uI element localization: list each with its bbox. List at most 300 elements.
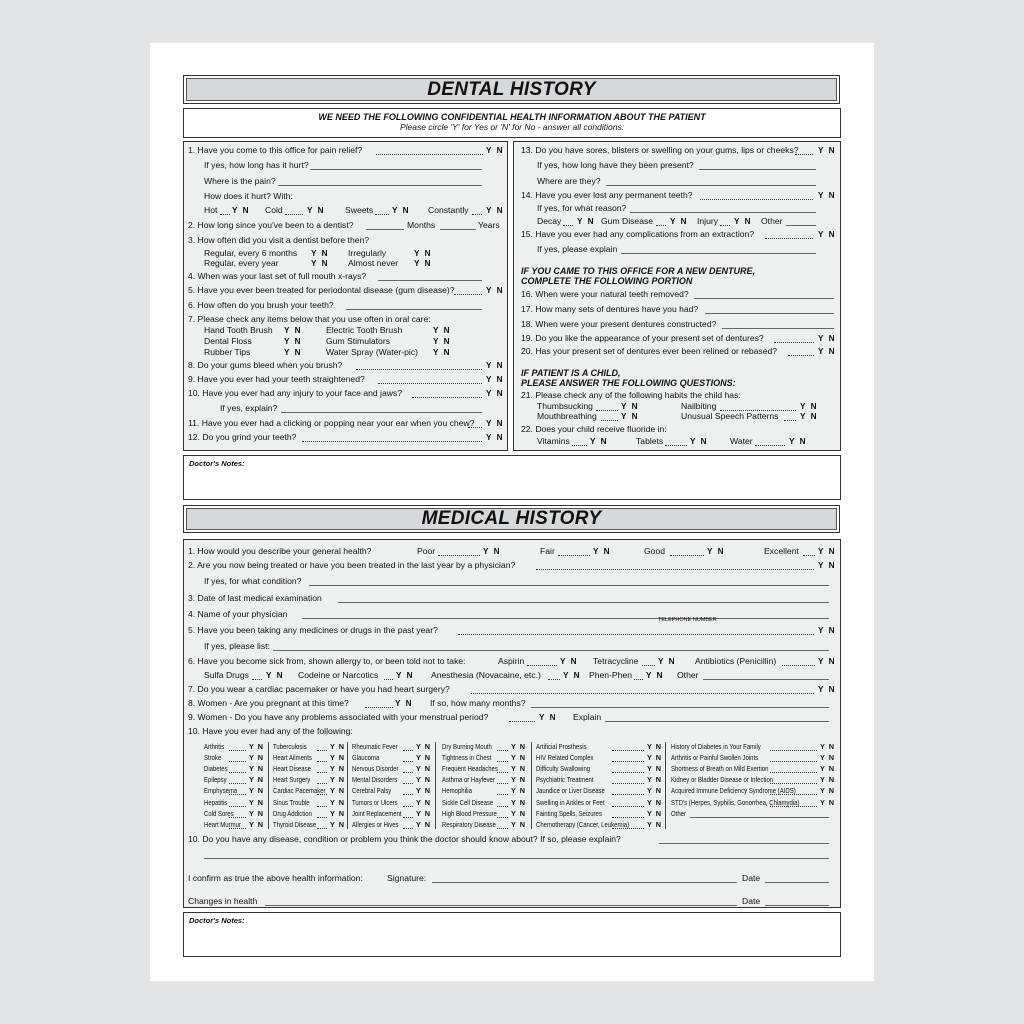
leader — [572, 438, 587, 446]
denture-heading-1: IF YOU CAME TO THIS OFFICE FOR A NEW DENTURE, — [521, 266, 756, 276]
condition-label: Nervous Disorder — [352, 764, 399, 774]
dental-instructions-box — [183, 108, 841, 138]
antibiotics-yn[interactable]: Y N — [818, 657, 837, 666]
condition-label: Swelling in Ankles or Feet — [536, 797, 605, 807]
condition-label: High Blood Pressure — [442, 808, 497, 818]
leader — [774, 335, 814, 343]
condition-label: STD's (Herpes, Syphilis, Gonorrhea, Chlamydia) — [671, 797, 800, 807]
condition-yn[interactable]: Y N — [249, 775, 265, 785]
fair-yn[interactable]: Y N — [593, 547, 612, 556]
months-label: Months — [407, 220, 436, 230]
tetracycline-label: Tetracycline — [593, 656, 639, 666]
condition-label: Allergies or Hives — [352, 819, 399, 829]
dental-q13b: Where are they? — [537, 176, 601, 186]
med-q7-yn[interactable]: Y N — [818, 685, 837, 694]
leader — [229, 810, 246, 818]
answer-line[interactable] — [378, 273, 482, 281]
answer-line[interactable] — [703, 672, 829, 680]
q3a-yn[interactable]: Y N — [311, 249, 330, 258]
condition-label: Acquired Immune Deficiency Syndrome (AIDS) — [671, 786, 796, 796]
other-label: Other — [761, 216, 783, 226]
dental-q1b: Where is the pain? — [204, 176, 276, 186]
speech-yn[interactable]: Y N — [800, 412, 819, 421]
leader — [497, 787, 508, 795]
condition-yn[interactable]: Y N — [820, 742, 836, 751]
leader — [403, 743, 413, 751]
condition-label: Sinus Trouble — [273, 797, 310, 807]
dental-doctors-notes-box[interactable] — [183, 455, 841, 500]
date-line[interactable] — [765, 898, 829, 906]
signature-label: Signature: — [387, 873, 427, 883]
decay-yn[interactable]: Y N — [577, 217, 596, 226]
condition-label: Tuberculosis — [273, 742, 307, 751]
condition-yn[interactable]: Y N — [511, 808, 527, 818]
dental-q9-yn[interactable]: Y N — [486, 375, 505, 384]
nail-yn[interactable]: Y N — [800, 402, 819, 411]
date-line[interactable] — [765, 875, 829, 883]
condition-yn[interactable]: Y N — [249, 753, 265, 763]
leader — [229, 765, 246, 773]
leader — [229, 776, 246, 784]
condition-yn[interactable]: Y N — [416, 742, 432, 751]
leader — [795, 147, 813, 155]
condition-yn[interactable]: Y N — [416, 797, 432, 807]
condition-label: Dry Burning Mouth — [442, 742, 492, 751]
condition-yn[interactable]: Y N — [416, 808, 432, 818]
column-divider — [347, 742, 348, 829]
med-q1: 1. How would you describe your general health? — [188, 546, 372, 556]
leader — [438, 548, 480, 556]
thumb-yn[interactable]: Y N — [621, 402, 640, 411]
water-label: Water — [730, 436, 753, 446]
med-q4: 4. Name of your physician — [188, 609, 288, 619]
signature-line[interactable] — [432, 875, 737, 883]
poor-label: Poor — [417, 546, 436, 556]
dental-q11: 11. Have you ever had a clicking or popping near your ear when you chew? — [188, 418, 475, 428]
dental-q8-yn[interactable]: Y N — [486, 361, 505, 370]
constantly-yn[interactable]: Y N — [486, 206, 505, 215]
leader — [403, 821, 413, 829]
codeine-label: Codeine or Narcotics — [298, 670, 379, 680]
answer-line[interactable] — [621, 246, 816, 254]
condition-label: Rheumatic Fever — [352, 742, 398, 751]
leader — [497, 810, 508, 818]
answer-line[interactable] — [278, 178, 482, 186]
dental-q3a: Regular, every 6 months — [204, 248, 298, 258]
leader — [642, 658, 655, 666]
condition-label: Thyroid Disease — [273, 819, 317, 829]
q7e-yn[interactable]: Y N — [284, 348, 303, 357]
med-q3: 3. Date of last medical examination — [188, 593, 322, 603]
tablets-yn[interactable]: Y N — [690, 437, 709, 446]
med-q8a: If so, how many months? — [430, 698, 526, 708]
answer-line[interactable] — [705, 306, 834, 314]
leader — [765, 231, 813, 239]
sulfa-label: Sulfa Drugs — [204, 670, 249, 680]
dental-q14-yn[interactable]: Y N — [818, 191, 837, 200]
dental-history-banner — [183, 75, 840, 104]
condition-label: Chemotherapy (Cancer, Leukemia) — [536, 819, 630, 829]
condition-yn[interactable]: Y N — [647, 797, 663, 807]
constantly-label: Constantly — [428, 205, 469, 215]
med-q6: 6. Have you become sick from, shown allergy to, or been told not to take: — [188, 656, 466, 666]
thumb-label: Thumbsucking — [537, 401, 593, 411]
dental-q13: 13. Do you have sores, blisters or swelling on your gums, lips or cheeks? — [521, 145, 799, 155]
leader — [229, 743, 246, 751]
answer-line[interactable] — [366, 222, 404, 230]
med-q7: 7. Do you wear a cardiac pacemaker or have you had heart surgery? — [188, 684, 450, 694]
leader — [317, 776, 327, 784]
column-divider — [531, 742, 532, 829]
condition-yn[interactable]: Y N — [249, 786, 265, 796]
condition-yn[interactable]: Y N — [511, 775, 527, 785]
leader — [384, 672, 393, 680]
condition-yn[interactable]: Y N — [820, 753, 836, 763]
med-q10: 10. Have you ever had any of the following: — [188, 726, 353, 736]
condition-yn[interactable]: Y N — [647, 764, 663, 774]
dental-q10-yn[interactable]: Y N — [486, 389, 505, 398]
answer-line[interactable] — [606, 178, 816, 186]
answer-line[interactable] — [281, 405, 482, 413]
column-divider — [435, 742, 436, 829]
aspirin-yn[interactable]: Y N — [560, 657, 579, 666]
condition-label: Difficulty Swallowing — [536, 764, 591, 774]
excellent-yn[interactable]: Y N — [818, 547, 837, 556]
leader — [497, 799, 508, 807]
condition-yn[interactable]: Y N — [249, 797, 265, 807]
q7a-yn[interactable]: Y N — [284, 326, 303, 335]
med-q9-yn[interactable]: Y N — [539, 713, 558, 722]
answer-line[interactable] — [786, 218, 816, 226]
condition-yn[interactable]: Y N — [511, 797, 527, 807]
q7d-yn[interactable]: Y N — [433, 337, 452, 346]
answer-line[interactable] — [694, 291, 834, 299]
condition-label: Arthritis or Painful Swollen Joints — [671, 753, 759, 763]
med-q2a: If yes, for what condition? — [204, 576, 302, 586]
codeine-yn[interactable]: Y N — [396, 671, 415, 680]
leader — [548, 672, 560, 680]
sweets-label: Sweets — [345, 205, 374, 215]
condition-yn[interactable]: Y N — [511, 819, 527, 829]
q3d-yn[interactable]: Y N — [414, 259, 433, 268]
dental-q7b: Electric Tooth Brush — [326, 325, 403, 335]
condition-label: HIV Related Complex — [536, 753, 594, 763]
dental-q12-yn[interactable]: Y N — [486, 433, 505, 442]
condition-yn[interactable]: Y N — [647, 786, 663, 796]
condition-label: Hepatitis — [204, 797, 228, 807]
condition-label: Cerebral Palsy — [352, 786, 392, 796]
column-divider — [665, 742, 666, 829]
condition-yn[interactable]: Y N — [416, 775, 432, 785]
condition-yn[interactable]: Y N — [511, 753, 527, 763]
dental-q7c: Dental Floss — [204, 336, 252, 346]
leader — [700, 192, 813, 200]
leader — [375, 207, 389, 215]
answer-line[interactable] — [440, 222, 476, 230]
q3b-yn[interactable]: Y N — [414, 249, 433, 258]
leader — [403, 787, 413, 795]
condition-yn[interactable]: Y N — [820, 775, 836, 785]
answer-line[interactable] — [722, 321, 834, 329]
phen-yn[interactable]: Y N — [646, 671, 665, 680]
condition-yn[interactable]: Y N — [249, 742, 265, 751]
dental-q16: 16. When were your natural teeth removed? — [521, 289, 689, 299]
dental-q7a: Hand Tooth Brush — [204, 325, 273, 335]
leader — [563, 218, 573, 226]
condition-yn[interactable]: Y N — [820, 786, 836, 796]
leader — [317, 743, 327, 751]
leader — [229, 787, 246, 795]
answer-line[interactable] — [310, 162, 482, 170]
condition-label: Joint Replacement — [352, 808, 402, 818]
condition-label: Cardiac Pacemaker — [273, 786, 326, 796]
leader — [770, 776, 817, 784]
condition-yn[interactable]: Y N — [416, 819, 432, 829]
leader — [770, 754, 817, 762]
answer-line[interactable] — [273, 643, 829, 651]
leader — [770, 799, 817, 807]
leader — [612, 743, 644, 751]
aspirin-label: Aspirin — [498, 656, 525, 666]
condition-yn[interactable]: Y N — [330, 819, 346, 829]
dental-q20-yn[interactable]: Y N — [818, 347, 837, 356]
leader — [497, 765, 508, 773]
condition-label: Asthma or Hayfever — [442, 775, 495, 785]
dental-q11-yn[interactable]: Y N — [486, 419, 505, 428]
condition-yn[interactable]: Y N — [647, 808, 663, 818]
gum-yn[interactable]: Y N — [670, 217, 689, 226]
condition-yn[interactable]: Y N — [330, 786, 346, 796]
q3c-yn[interactable]: Y N — [311, 259, 330, 268]
leader — [403, 810, 413, 818]
phen-label: Phen-Phen — [589, 670, 633, 680]
column-divider — [268, 742, 269, 829]
condition-yn[interactable]: Y N — [647, 775, 663, 785]
condition-yn[interactable]: Y N — [330, 808, 346, 818]
dental-q7f: Water Spray (Water-pic) — [326, 347, 418, 357]
dental-q12: 12. Do you grind your teeth? — [188, 432, 297, 442]
leader — [612, 765, 644, 773]
leader — [403, 799, 413, 807]
leader — [770, 787, 817, 795]
injury-label: Injury — [697, 216, 719, 226]
dental-instruction: Please circle 'Y' for Yes or 'N' for No - answer all conditions: — [399, 122, 625, 132]
cold-yn[interactable]: Y N — [307, 206, 326, 215]
dental-q15a: If yes, please explain — [537, 244, 618, 254]
condition-yn[interactable]: Y N — [330, 797, 346, 807]
dental-history-title: DENTAL HISTORY — [427, 79, 596, 100]
dental-q22: 22. Does your child receive fluoride in: — [521, 424, 667, 434]
dental-q1: 1. Have you come to this office for pain relief? — [188, 145, 363, 155]
leader — [317, 821, 327, 829]
date-label: Date — [742, 896, 761, 906]
condition-yn[interactable]: Y N — [330, 775, 346, 785]
child-heading-1: IF PATIENT IS A CHILD, — [521, 368, 621, 378]
dental-q1a: If yes, how long has it hurt? — [204, 160, 309, 170]
tablets-label: Tablets — [636, 436, 664, 446]
dental-q3d: Almost never — [348, 258, 399, 268]
condition-label: Tightness in Chest — [442, 753, 492, 763]
mouth-label: Mouthbreathing — [537, 411, 597, 421]
med-q2-yn[interactable]: Y N — [818, 561, 837, 570]
dental-q7: 7. Please check any items below that you use often in oral care: — [188, 314, 431, 324]
condition-label: Kidney or Bladder Disease or Infection — [671, 775, 774, 785]
leader — [770, 765, 817, 773]
dental-q3c: Regular, every year — [204, 258, 279, 268]
medical-doctors-notes-box[interactable] — [183, 912, 841, 957]
sweets-yn[interactable]: Y N — [392, 206, 411, 215]
leader — [670, 548, 704, 556]
hot-label: Hot — [204, 205, 218, 215]
med-q5a: If yes, please list: — [204, 641, 270, 651]
leader — [285, 207, 303, 215]
dental-q21: 21. Please check any of the following habits the child has: — [521, 390, 741, 400]
leader — [665, 438, 687, 446]
changes-label: Changes in health — [188, 896, 258, 906]
condition-yn[interactable]: Y N — [416, 764, 432, 774]
dental-q13a: If yes, how long have they been present? — [537, 160, 694, 170]
condition-yn[interactable]: Y N — [511, 786, 527, 796]
dental-q7e: Rubber Tips — [204, 347, 251, 357]
leader — [317, 754, 327, 762]
sulfa-yn[interactable]: Y N — [266, 671, 285, 680]
condition-yn[interactable]: Y N — [511, 742, 527, 751]
dental-q1-yn[interactable]: Y N — [486, 146, 505, 155]
good-label: Good — [644, 546, 666, 556]
dental-q5-yn[interactable]: Y N — [486, 286, 505, 295]
q7c-yn[interactable]: Y N — [284, 337, 303, 346]
telephone-number-label: TELEPHONE NUMBER — [658, 617, 717, 623]
dental-q3: 3. How often did you visit a dentist before then? — [188, 235, 370, 245]
q7b-yn[interactable]: Y N — [433, 326, 452, 335]
explain-label: Explain — [573, 712, 602, 722]
answer-line[interactable] — [531, 700, 829, 708]
leader — [356, 362, 482, 370]
leader — [720, 403, 796, 411]
answer-line[interactable] — [699, 162, 816, 170]
injury-yn[interactable]: Y N — [734, 217, 753, 226]
q7f-yn[interactable]: Y N — [433, 348, 452, 357]
dental-subtitle: WE NEED THE FOLLOWING CONFIDENTIAL HEALTH INFORMATION ABOUT THE PATIENT — [318, 112, 706, 122]
dental-q18: 18. When were your present dentures constructed? — [521, 319, 717, 329]
condition-yn[interactable]: Y N — [820, 797, 836, 807]
condition-yn[interactable]: Y N — [330, 753, 346, 763]
mouth-yn[interactable]: Y N — [621, 412, 640, 421]
answer-line[interactable] — [204, 851, 829, 859]
med-q8-yn[interactable]: Y N — [395, 699, 414, 708]
excellent-label: Excellent — [764, 546, 799, 556]
leader — [497, 743, 508, 751]
condition-label: Shortness of Breath on Mild Exertion — [671, 764, 769, 774]
leader — [612, 776, 644, 784]
leader — [509, 714, 535, 722]
dental-q19-yn[interactable]: Y N — [818, 334, 837, 343]
antibiotics-label: Antibiotics (Penicillin) — [695, 656, 777, 666]
leader — [317, 810, 327, 818]
medical-doctors-notes-label: Doctor's Notes: — [189, 916, 245, 925]
dental-q17: 17. How many sets of dentures have you had? — [521, 304, 699, 314]
leader — [596, 403, 618, 411]
condition-yn[interactable]: Y N — [249, 764, 265, 774]
answer-line[interactable] — [605, 714, 829, 722]
nail-label: Nailbiting — [681, 401, 717, 411]
answer-line[interactable] — [630, 205, 816, 213]
answer-line[interactable] — [659, 836, 829, 844]
condition-yn[interactable]: Y N — [647, 753, 663, 763]
condition-yn[interactable]: Y N — [330, 764, 346, 774]
poor-yn[interactable]: Y N — [483, 547, 502, 556]
dental-q13-yn[interactable]: Y N — [818, 146, 837, 155]
med-q10b: 10. Do you have any disease, condition or problem you think the doctor should know about? If so, please explain? — [188, 834, 621, 844]
med-q9: 9. Women - Do you have any problems associated with your menstrual period? — [188, 712, 489, 722]
water-yn[interactable]: Y N — [789, 437, 808, 446]
leader — [558, 548, 590, 556]
answer-line[interactable] — [690, 810, 829, 818]
condition-label: Arthritis — [204, 742, 225, 751]
condition-label: History of Diabetes in Your Family — [671, 742, 761, 751]
condition-yn[interactable]: Y N — [416, 753, 432, 763]
leader — [612, 787, 644, 795]
leader — [770, 743, 817, 751]
condition-yn[interactable]: Y N — [416, 786, 432, 796]
condition-label: Jaundice or Liver Disease — [536, 786, 605, 796]
leader — [378, 376, 482, 384]
dental-q15-yn[interactable]: Y N — [818, 230, 837, 239]
condition-label: Heart Ailments — [273, 753, 312, 763]
condition-label: Emphysema — [204, 786, 238, 796]
tetracycline-yn[interactable]: Y N — [658, 657, 677, 666]
condition-yn[interactable]: Y N — [249, 819, 265, 829]
condition-yn[interactable]: Y N — [249, 808, 265, 818]
condition-label: Glaucoma — [352, 753, 380, 763]
leader — [788, 348, 814, 356]
anesthesia-label: Anesthesia (Novacaine, etc.) — [431, 670, 541, 680]
condition-yn[interactable]: Y N — [511, 764, 527, 774]
answer-line[interactable] — [346, 302, 482, 310]
leader — [720, 218, 730, 226]
med-q5: 5. Have you been taking any medicines or drugs in the past year? — [188, 625, 438, 635]
years-label: Years — [478, 220, 500, 230]
condition-label: Mental Disorders — [352, 775, 398, 785]
vitamins-yn[interactable]: Y N — [590, 437, 609, 446]
hot-yn[interactable]: Y N — [232, 206, 251, 215]
changes-line[interactable] — [265, 898, 737, 906]
dental-q7d: Gum Stimulators — [326, 336, 390, 346]
leader — [784, 413, 796, 421]
leader — [365, 700, 393, 708]
condition-label: Cold Sores — [204, 808, 234, 818]
answer-line[interactable] — [302, 611, 829, 619]
condition-label: Heart Murmur — [204, 819, 241, 829]
condition-label: Frequent Headaches — [442, 764, 498, 774]
anesthesia-yn[interactable]: Y N — [563, 671, 582, 680]
answer-line[interactable] — [309, 578, 829, 586]
condition-yn[interactable]: Y N — [820, 764, 836, 774]
condition-yn[interactable]: Y N — [647, 819, 663, 829]
leader — [317, 799, 327, 807]
leader — [403, 754, 413, 762]
answer-line[interactable] — [338, 595, 829, 603]
fair-label: Fair — [540, 546, 555, 556]
condition-yn[interactable]: Y N — [647, 742, 663, 751]
med-q5-yn[interactable]: Y N — [818, 626, 837, 635]
good-yn[interactable]: Y N — [707, 547, 726, 556]
gum-label: Gum Disease — [601, 216, 654, 226]
condition-label: Sickle Cell Disease — [442, 797, 494, 807]
condition-yn[interactable]: Y N — [330, 742, 346, 751]
condition-label: Artificial Prosthesis — [536, 742, 587, 751]
leader — [612, 754, 644, 762]
